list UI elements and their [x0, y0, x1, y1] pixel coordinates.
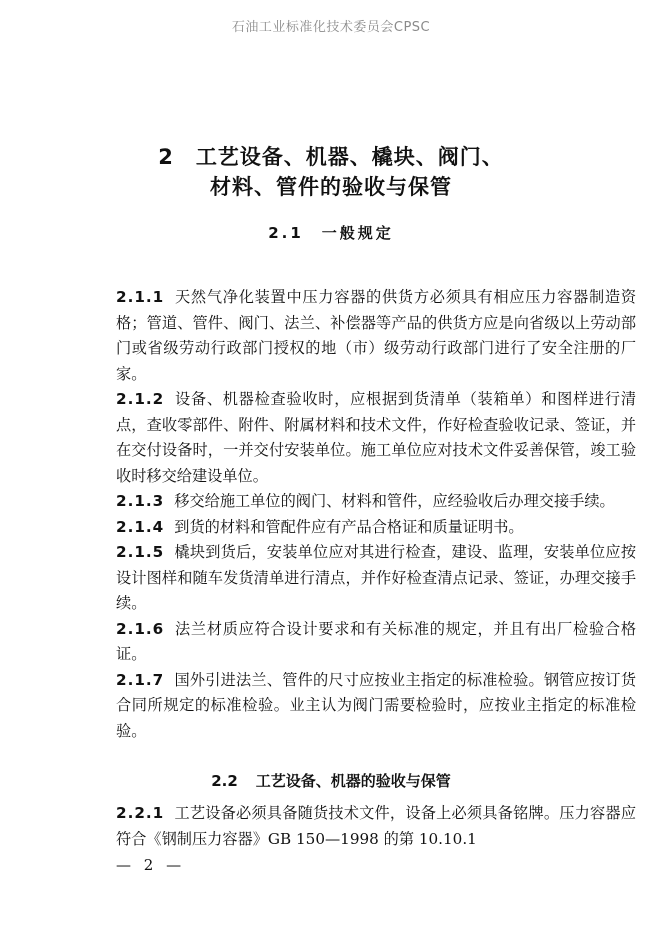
- section-heading-2-1: [0, 222, 662, 243]
- clause-paragraph: [116, 285, 636, 387]
- clause-number: 2.1.7: [116, 670, 165, 689]
- page-number: — 2 —: [116, 856, 186, 874]
- section-number: 2.2: [211, 772, 238, 790]
- clause-paragraph: [116, 489, 636, 515]
- clause-text: 设备、机器检查验收时，应根据到货清单（装箱单）和图样进行清点，查收零部件、附件、附属材料和技术文件，作好检查验收记录、签证，并在交付设备时，一并交付安装单位。施工单位应对技术文件妥善保管，竣工验收时移交给建设单位。: [116, 390, 636, 485]
- clause-paragraph: [116, 668, 636, 745]
- section-title: 一般规定: [321, 224, 394, 242]
- clause-text: 法兰材质应符合设计要求和有关标准的规定，并且有出厂检验合格证。: [116, 619, 636, 663]
- clause-text: 橇块到货后，安装单位应对其进行检查，建设、监理，安装单位应按设计图样和随车发货清单进行清点，并作好检查清点记录、签证，办理交接手续。: [116, 543, 636, 612]
- clause-number: 2.1.2: [116, 390, 165, 408]
- clause-number: 2.1.4: [116, 517, 165, 536]
- chapter-number: 2: [158, 145, 174, 169]
- clause-paragraph: [116, 801, 636, 852]
- clause-number: 2.1.3: [116, 492, 165, 510]
- clause-paragraph: [116, 617, 636, 668]
- chapter-title: [0, 142, 662, 202]
- clause-text: 工艺设备必须具备随货技术文件，设备上必须具备铭牌。压力容器应符合《钢制压力容器》GB 150—1998 的第 10.10.1: [116, 804, 636, 848]
- clause-number: 2.1.6: [116, 619, 165, 638]
- section-2-1-body: [116, 285, 636, 744]
- clause-paragraph: [116, 387, 636, 489]
- clause-number: 2.1.1: [116, 288, 165, 306]
- clause-text: 移交给施工单位的阀门、材料和管件，应经验收后办理交接手续。: [174, 492, 615, 510]
- chapter-title-line-1: [0, 142, 662, 172]
- section-title: 工艺设备、机器的验收与保管: [255, 772, 451, 790]
- clause-paragraph: [116, 540, 636, 617]
- clause-paragraph: [116, 515, 636, 541]
- section-2-2-body: [116, 801, 636, 852]
- clause-number: 2.1.5: [116, 543, 165, 561]
- chapter-title-line-2: 材料、管件的验收与保管: [210, 175, 452, 199]
- chapter-title-text-1: 工艺设备、机器、橇块、阀门、: [195, 145, 504, 169]
- clause-number: 2.2.1: [116, 804, 165, 822]
- clause-text: 到货的材料和管配件应有产品合格证和质量证明书。: [174, 517, 524, 536]
- clause-text: 国外引进法兰、管件的尺寸应按业主指定的标准检验。钢管应按订货合同所规定的标准检验。业主认为阀门需要检验时，应按业主指定的标准检验。: [116, 670, 636, 740]
- section-number: 2.1: [268, 224, 304, 242]
- watermark: 石油工业标准化技术委员会CPSC: [231, 20, 431, 35]
- clause-text: 天然气净化装置中压力容器的供货方必须具有相应压力容器制造资格；管道、管件、阀门、法兰、补偿器等产品的供货方应是向省级以上劳动部门或省级劳动行政部门授权的地（市）级劳动行政部门进行了安全注册的厂家。: [116, 288, 636, 383]
- section-heading-2-2: [0, 770, 662, 791]
